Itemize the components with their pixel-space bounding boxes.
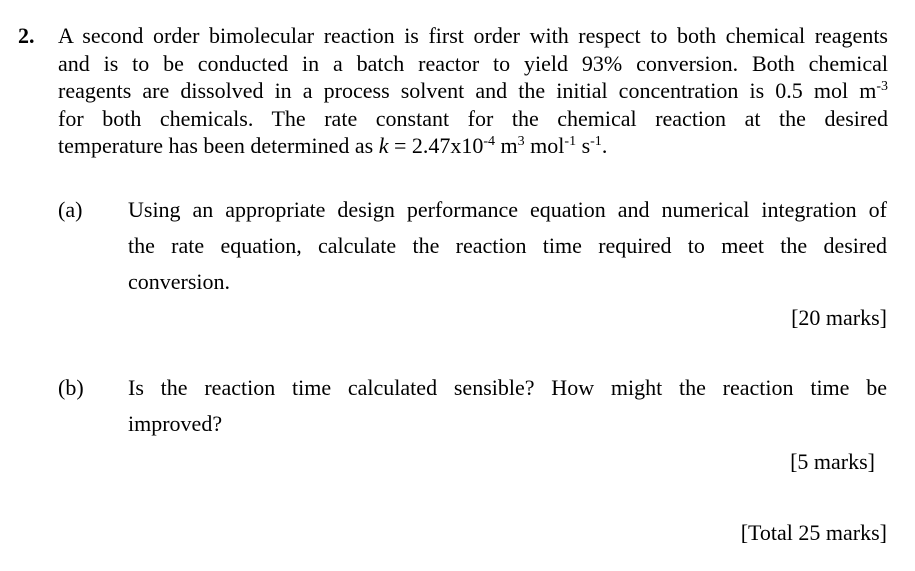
rate-constant-period: . — [601, 133, 608, 158]
rate-constant-exponent: -4 — [483, 134, 496, 149]
unit-s-exponent: -1 — [590, 134, 602, 149]
unit-m-exponent: 3 — [517, 134, 525, 149]
rate-constant-symbol: k — [378, 133, 389, 158]
concentration-exponent: -3 — [876, 79, 888, 94]
question-line-3 — [58, 77, 888, 105]
part-b-line-2: improved? — [128, 411, 223, 436]
question-line-3-text: reagents are dissolved in a process solvent and the initial concentration is 0.5 mol m — [58, 78, 877, 103]
part-a-marks: [20 marks] — [791, 305, 887, 330]
part-b-marks: [5 marks] — [790, 449, 875, 474]
part-a-line-2: the rate equation, calculate the reaction time required to meet the desired — [128, 233, 887, 258]
question-line-4: for both chemicals. The rate constant for the chemical reaction at the desired — [58, 105, 888, 131]
question-2 — [18, 22, 888, 160]
rate-constant-value: = 2.47x10 — [388, 133, 484, 158]
part-a-line-1: Using an appropriate design performance equation and numerical integration of — [128, 197, 887, 222]
part-a-label: (a) — [58, 197, 83, 222]
unit-mol: mol — [524, 133, 565, 158]
unit-mol-exponent: -1 — [564, 134, 577, 149]
total-marks: [Total 25 marks] — [740, 520, 887, 545]
part-b-text — [128, 370, 887, 442]
part-a-line-3: conversion. — [128, 269, 231, 294]
part-b-label: (b) — [58, 375, 84, 400]
part-a-text — [128, 192, 887, 300]
part-a — [0, 192, 915, 302]
part-b — [0, 370, 915, 445]
question-line-1: A second order bimolecular reaction is first order with respect to both chemical reagents — [58, 23, 888, 48]
question-number: 2. — [18, 23, 35, 48]
question-stem — [58, 22, 888, 160]
unit-s: s — [576, 133, 591, 158]
question-line-5 — [58, 132, 888, 160]
unit-m: m — [495, 133, 518, 158]
question-line-2: and is to be conducted in a batch reactor to yield 93% conversion. Both chemical — [58, 50, 888, 76]
part-b-line-1: Is the reaction time calculated sensible? How might the reaction time be — [128, 375, 887, 400]
question-line-5-text: temperature has been determined as — [58, 133, 379, 158]
